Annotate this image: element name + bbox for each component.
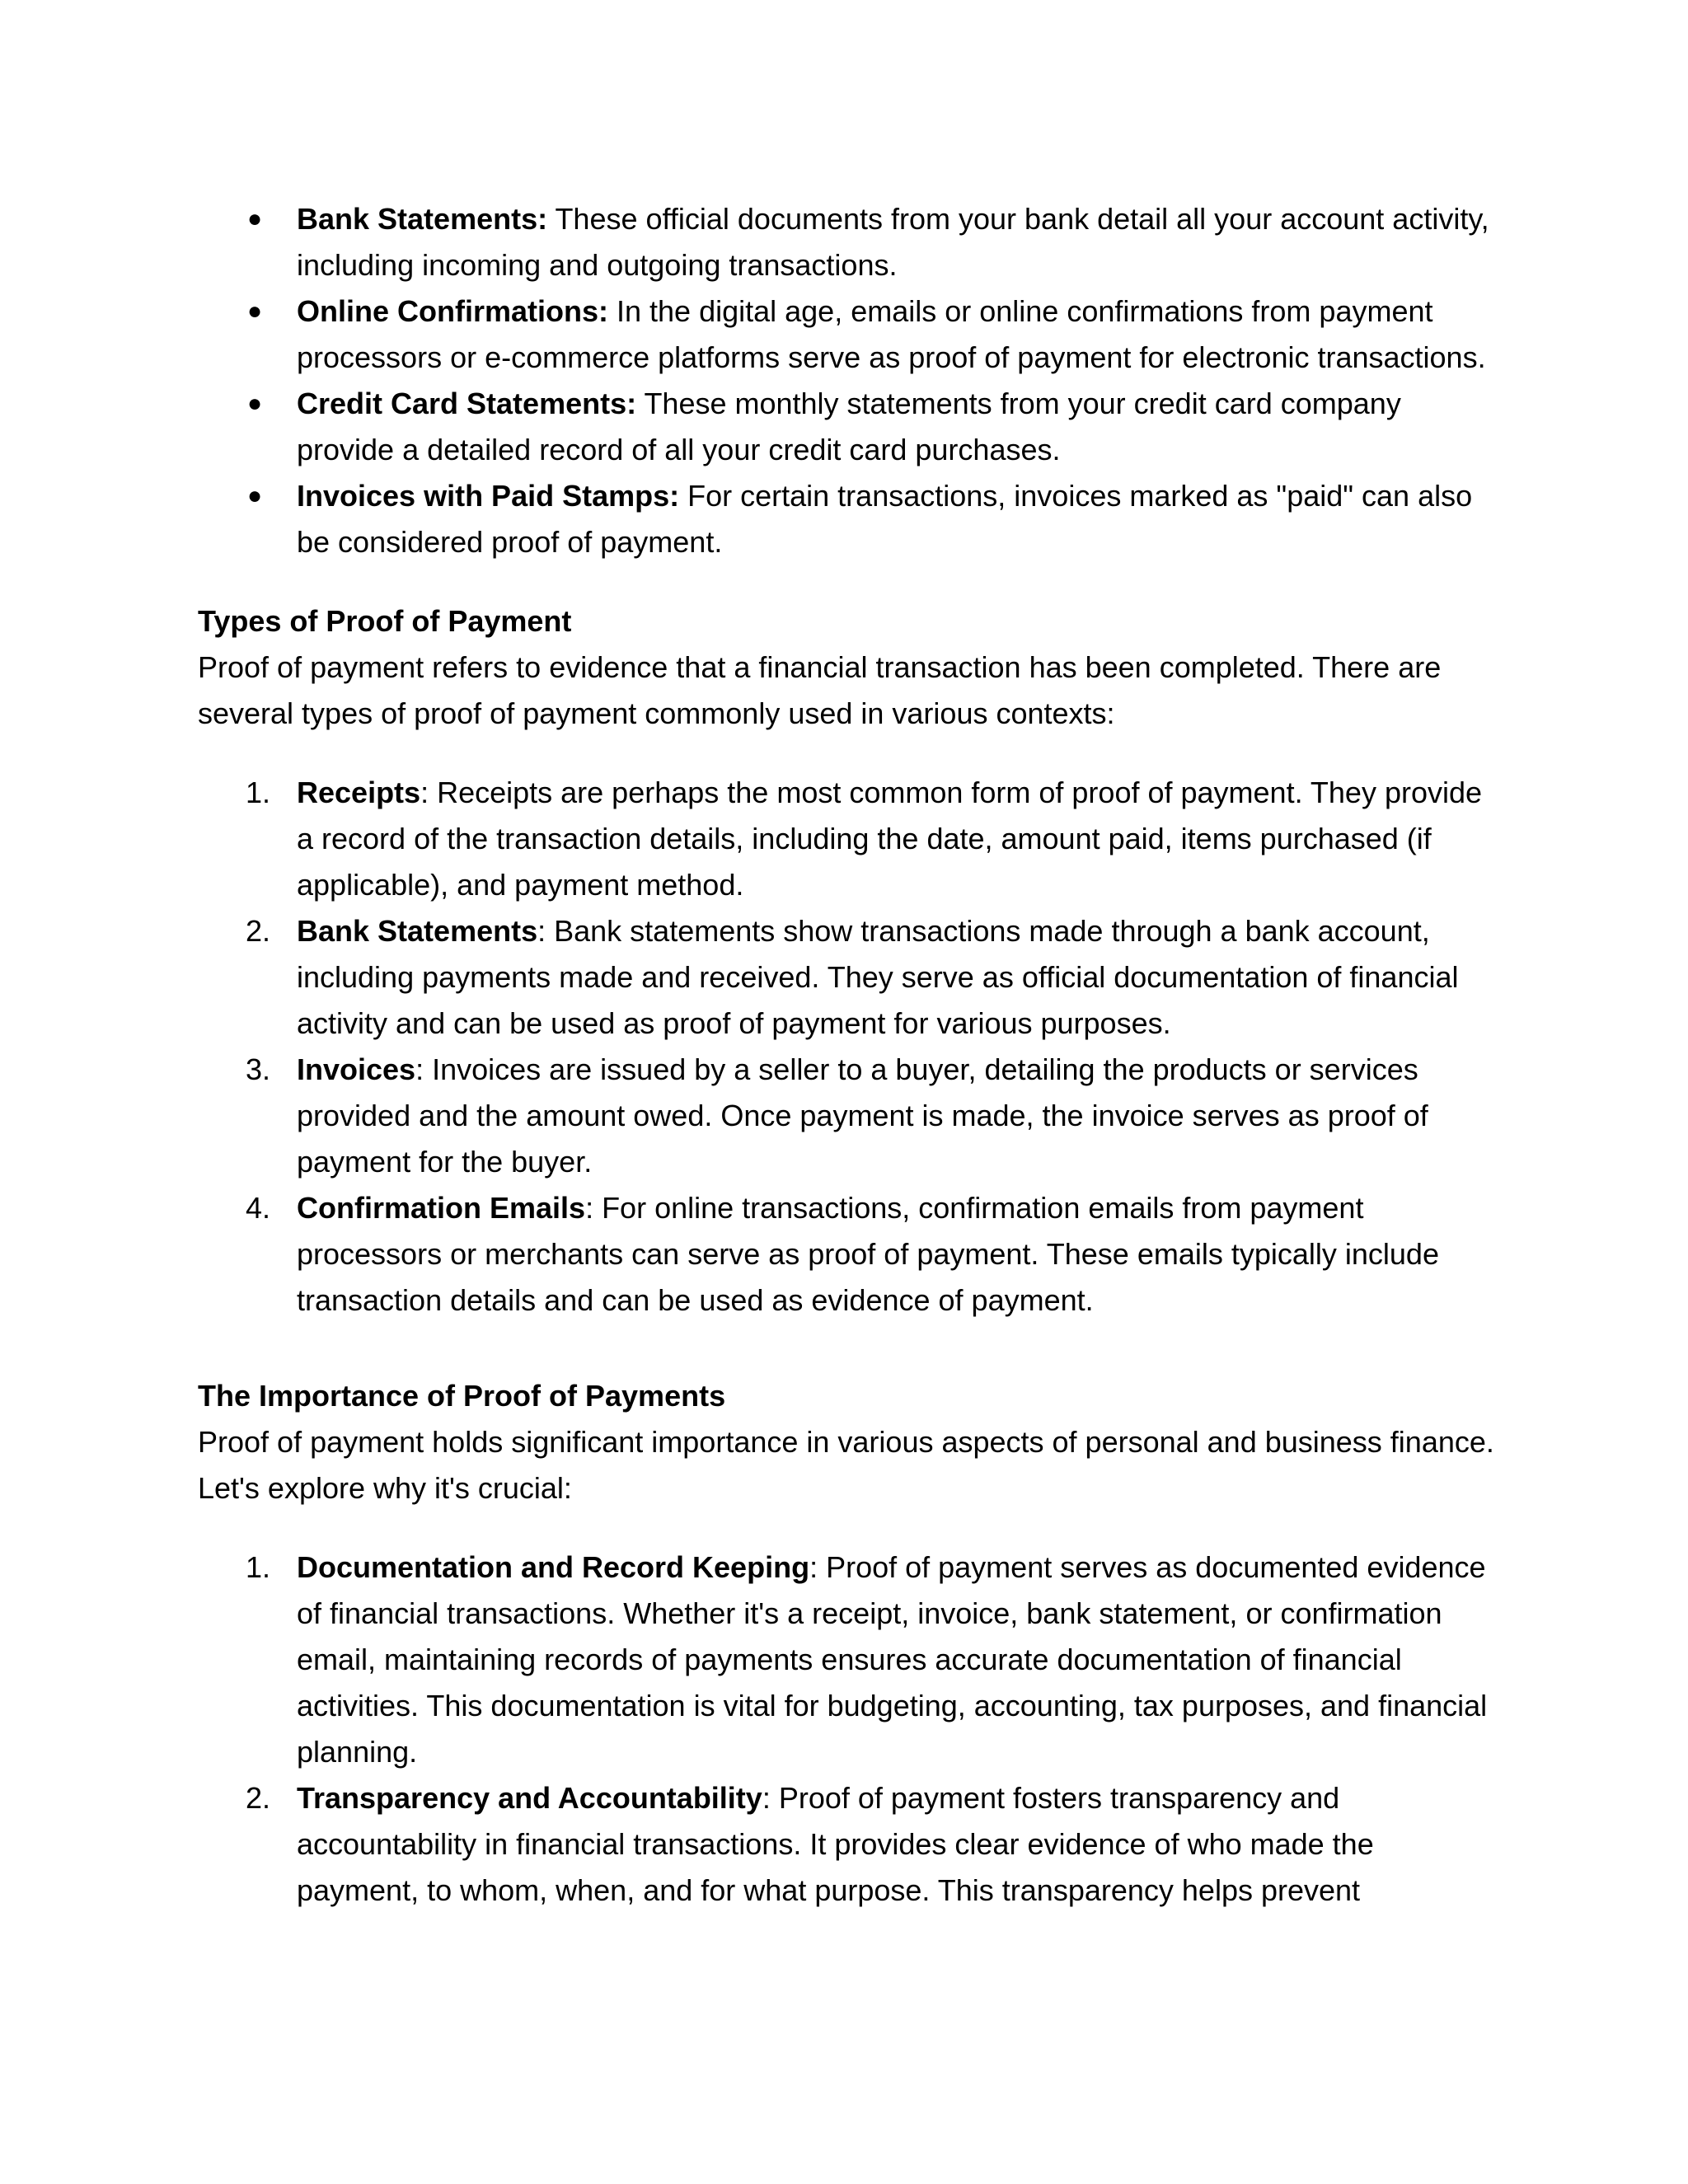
list-item bbox=[198, 381, 1500, 473]
list-item-term: Invoices with Paid Stamps: bbox=[297, 479, 680, 513]
bullet-marker: ● bbox=[247, 390, 263, 417]
list-item-term: Transparency and Accountability bbox=[297, 1781, 762, 1815]
section-intro-types: Proof of payment refers to evidence that a financial transaction has been completed. There are several types of proof of payment commonly used in various contexts: bbox=[198, 650, 1442, 730]
list-item-text: : Proof of payment serves as documented evidence of financial transactions. Whether it's a receipt, invoice, bank statement, or confirmation email, maintaining records of payments ensures accurate documentation of financial activities. This documentation is vital for budgeting, accounting, tax purposes, and financial planning. bbox=[297, 1550, 1488, 1769]
list-item-term: Receipts bbox=[297, 776, 421, 809]
list-item-text: These official documents from your bank detail all your account activity, including incoming and outgoing transactions. bbox=[297, 202, 1489, 282]
list-item-text: For certain transactions, invoices marked as "paid" can also be considered proof of payment. bbox=[297, 479, 1473, 559]
list-number: 2. bbox=[246, 914, 271, 948]
list-item-term: Invoices bbox=[297, 1052, 416, 1086]
types-numbered-list bbox=[198, 770, 1500, 1324]
importance-numbered-list bbox=[198, 1544, 1500, 1914]
section-heading-importance: The Importance of Proof of Payments bbox=[198, 1379, 726, 1413]
payment-proof-bullet-list bbox=[198, 196, 1500, 565]
list-number: 3. bbox=[246, 1052, 271, 1086]
list-item bbox=[198, 1185, 1500, 1324]
list-item-term: Credit Card Statements: bbox=[297, 387, 637, 420]
list-item-text: These monthly statements from your credit card company provide a detailed record of all your credit card purchases. bbox=[297, 387, 1401, 466]
list-item-text: : Bank statements show transactions made through a bank account, including payments made and received. They serve as official documentation of financial activity and can be used as proof of payment for various purposes. bbox=[297, 914, 1459, 1040]
section-heading-types: Types of Proof of Payment bbox=[198, 604, 572, 638]
bullet-marker: ● bbox=[247, 205, 263, 232]
list-item-text: In the digital age, emails or online confirmations from payment processors or e-commerce platforms serve as proof of payment for electronic transactions. bbox=[297, 294, 1486, 374]
list-item bbox=[198, 1047, 1500, 1185]
list-item-term: Documentation and Record Keeping bbox=[297, 1550, 810, 1584]
list-number: 4. bbox=[246, 1191, 271, 1225]
list-item bbox=[198, 1775, 1500, 1914]
list-item bbox=[198, 908, 1500, 1047]
list-number: 1. bbox=[246, 776, 271, 809]
list-item-text: : Invoices are issued by a seller to a buyer, detailing the products or services provided and the amount owed. Once payment is made, the invoice serves as proof of payment for the buyer. bbox=[297, 1052, 1428, 1179]
list-item bbox=[198, 473, 1500, 565]
document-content bbox=[198, 196, 1500, 1914]
list-item-term: Online Confirmations: bbox=[297, 294, 608, 328]
list-item-term: Bank Statements bbox=[297, 914, 538, 948]
list-item-text: : Proof of payment fosters transparency and accountability in financial transactions. It provides clear evidence of who made the payment, to whom, when, and for what purpose. This transparency helps prevent bbox=[297, 1781, 1374, 1907]
list-number: 2. bbox=[246, 1781, 271, 1815]
bullet-marker: ● bbox=[247, 298, 263, 325]
section-intro-importance: Proof of payment holds significant importance in various aspects of personal and business finance. Let's explore why it's crucial: bbox=[198, 1425, 1494, 1505]
list-item-text: : For online transactions, confirmation emails from payment processors or merchants can serve as proof of payment. These emails typically include transaction details and can be used as evidence of payment. bbox=[297, 1191, 1439, 1317]
list-item bbox=[198, 196, 1500, 288]
list-item bbox=[198, 1544, 1500, 1775]
list-item bbox=[198, 288, 1500, 381]
list-item-term: Confirmation Emails bbox=[297, 1191, 586, 1225]
list-item-term: Bank Statements: bbox=[297, 202, 548, 236]
list-number: 1. bbox=[246, 1550, 271, 1584]
bullet-marker: ● bbox=[247, 482, 263, 509]
list-item-text: : Receipts are perhaps the most common form of proof of payment. They provide a record of the transaction details, including the date, amount paid, items purchased (if applicable), and payment method. bbox=[297, 776, 1483, 902]
list-item bbox=[198, 770, 1500, 908]
